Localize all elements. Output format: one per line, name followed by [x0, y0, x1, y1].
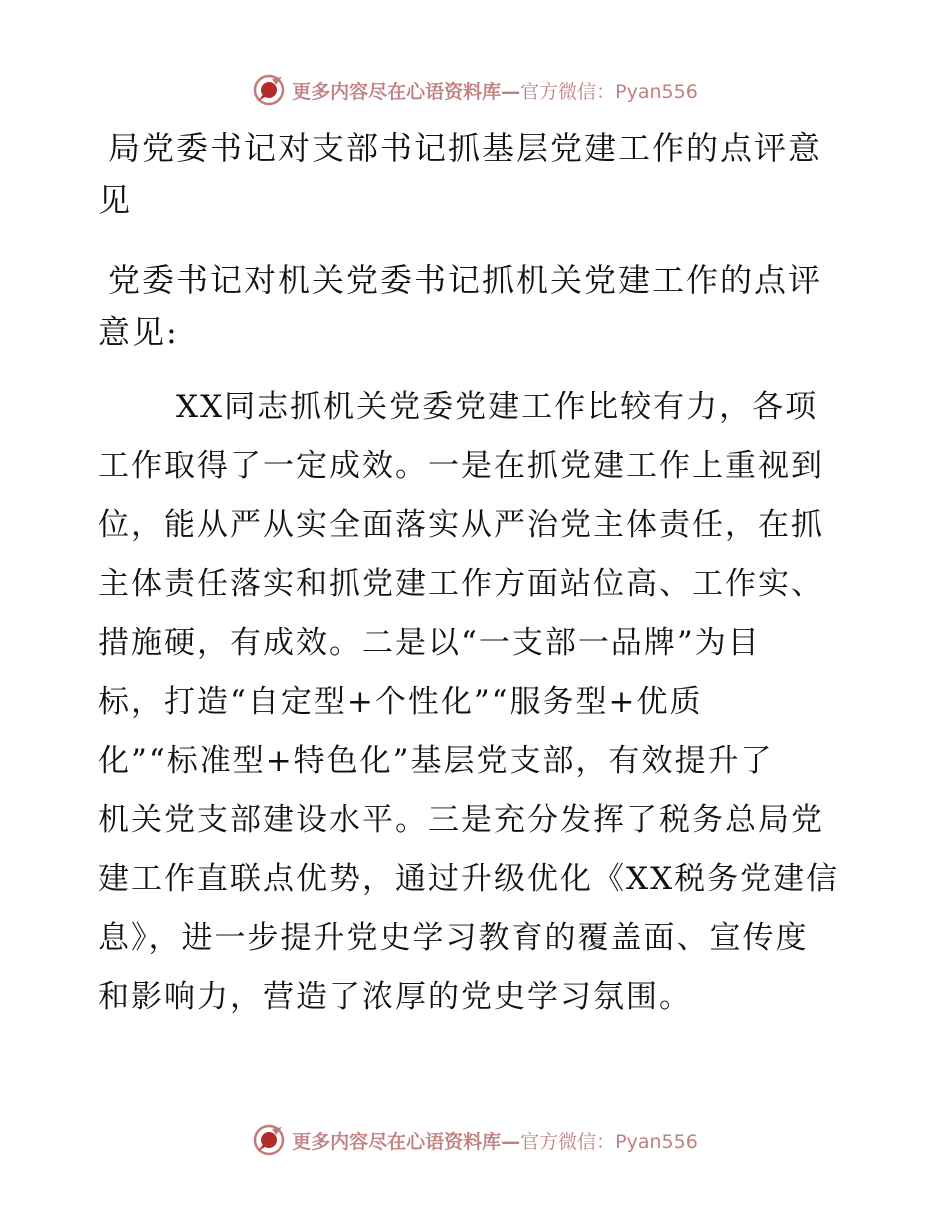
watermark-main: 更多内容尽在心语资料库: [292, 80, 502, 103]
body-line: 机关党支部建设水平。三是充分发挥了税务总局党: [98, 802, 824, 838]
watermark-text: [292, 1127, 698, 1154]
subheading-line-2: 意见:: [98, 313, 179, 351]
watermark-sep: —: [501, 1130, 521, 1153]
body-line: 措施硬，有成效。二是以“一支部一品牌”为目: [98, 625, 761, 661]
watermark-sep: —: [501, 80, 521, 103]
body-line: XX同志抓机关党委党建工作比较有力，各项: [176, 389, 819, 425]
body-line: 工作取得了一定成效。一是在抓党建工作上重视到: [98, 448, 824, 484]
document-body: [98, 122, 854, 1027]
heading-line-1: 局党委书记对支部书记抓基层党建工作的点评意: [108, 129, 823, 167]
body-line: 主体责任落实和抓党建工作方面站位高、工作实、: [98, 566, 824, 602]
watermark-banner-bottom: [0, 1120, 950, 1160]
heading-line-2: 见: [98, 181, 133, 219]
body-line: 和影响力，营造了浓厚的党史学习氛围。: [98, 979, 692, 1015]
watermark-banner-top: [0, 70, 950, 110]
body-line: 息》，进一步提升党史学习教育的覆盖面、宣传度: [98, 920, 809, 956]
body-line: 标，打造“自定型+个性化”“服务型+优质: [98, 684, 703, 720]
brand-logo-icon: [252, 1123, 286, 1157]
brand-logo-icon: [252, 73, 286, 107]
body-line: 位，能从严从实全面落实从严治党主体责任，在抓: [98, 507, 824, 543]
watermark-wechat: 官方微信：Pyan556: [520, 1130, 698, 1153]
subheading-line-1: 党委书记对机关党委书记抓机关党建工作的点评: [108, 261, 823, 299]
watermark-main: 更多内容尽在心语资料库: [292, 1130, 502, 1153]
watermark-wechat: 官方微信：Pyan556: [520, 80, 698, 103]
body-line: 建工作直联点优势，通过升级优化《XX税务党建信: [98, 861, 840, 897]
body-line: 化”“标准型+特色化”基层党支部，有效提升了: [98, 743, 774, 779]
watermark-text: [292, 77, 698, 104]
body-paragraph: [98, 378, 854, 1027]
